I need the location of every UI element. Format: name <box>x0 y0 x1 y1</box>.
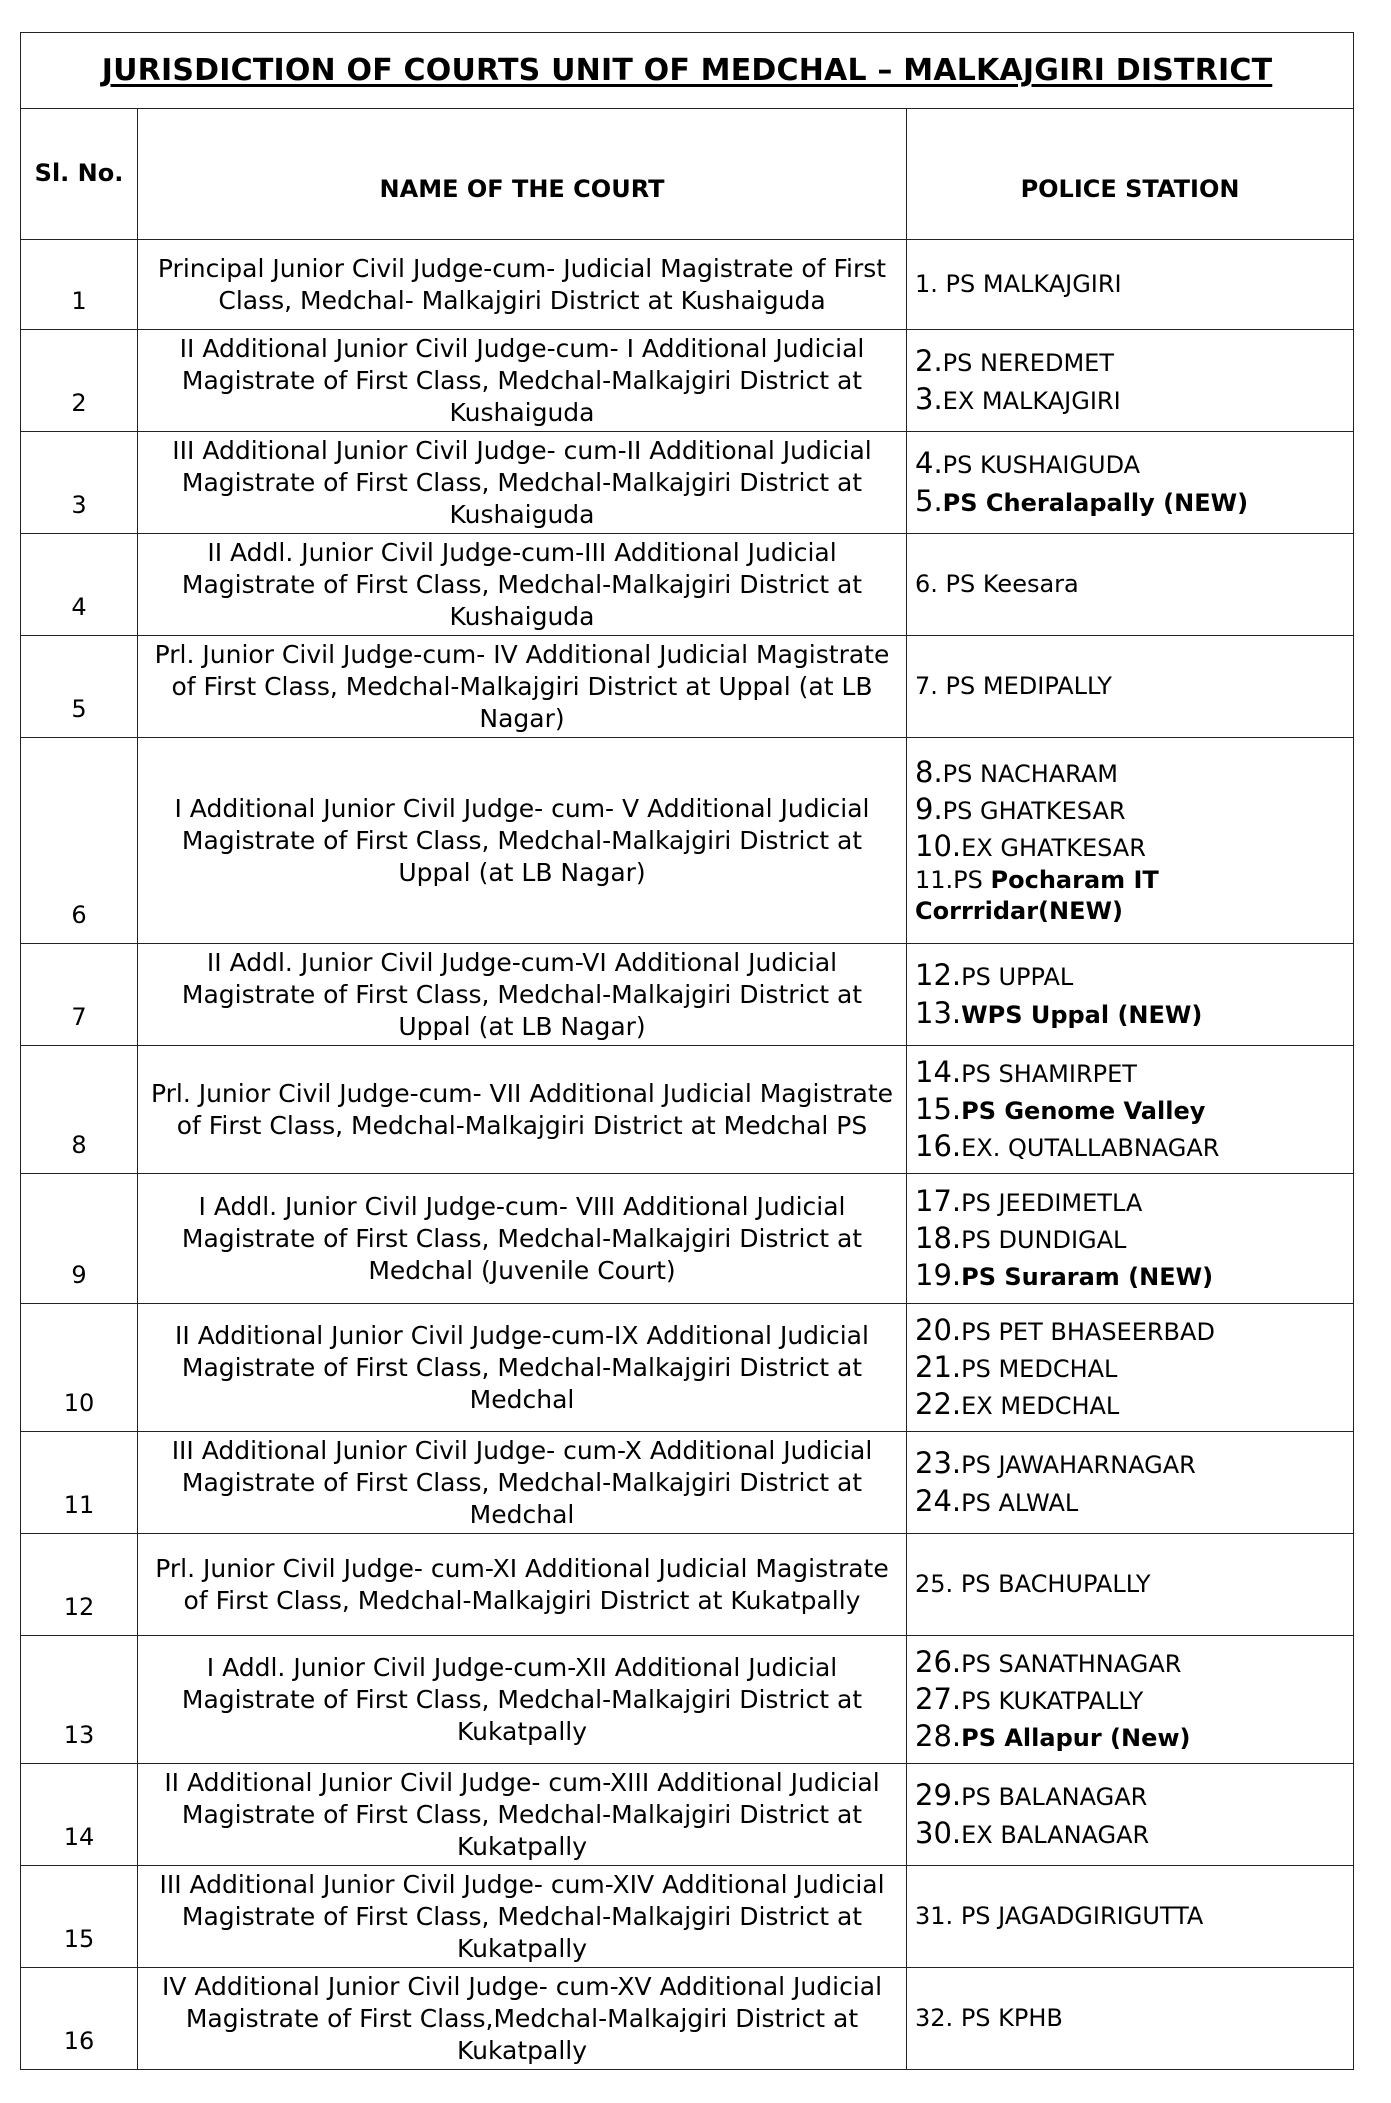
police-station-name: PS SHAMIRPET <box>961 1059 1137 1088</box>
row-court-name: II Additional Junior Civil Judge-cum-IX Additional Judicial Magistrate of First Class, Medchal-Malkajgiri District at Medchal <box>138 1304 907 1432</box>
police-station-name: PS JEEDIMETLA <box>961 1188 1143 1217</box>
table-row <box>21 432 1354 534</box>
row-sl-no: 3 <box>21 432 138 534</box>
police-station-number: 25. <box>915 1570 954 1599</box>
police-station-number: 16. <box>915 1129 962 1164</box>
row-sl-no: 10 <box>21 1304 138 1432</box>
title-cell <box>21 33 1354 109</box>
table-row <box>21 240 1354 330</box>
police-station-name: PS SANATHNAGAR <box>961 1649 1182 1678</box>
table-row <box>21 534 1354 636</box>
row-court-name: II Additional Junior Civil Judge- cum-XIII Additional Judicial Magistrate of First Class, Medchal-Malkajgiri District at Kukatpally <box>138 1764 907 1866</box>
row-court-name: II Addl. Junior Civil Judge-cum-VI Additional Judicial Magistrate of First Class, Medchal-Malkajgiri District at Uppal (at LB Nagar) <box>138 944 907 1046</box>
header-court: NAME OF THE COURT <box>138 109 907 240</box>
table-row <box>21 1304 1354 1432</box>
police-station-name: Pocharam IT Corrridar(NEW) <box>915 866 1159 926</box>
row-court-name: Prl. Junior Civil Judge- cum-XI Additional Judicial Magistrate of First Class, Medchal-Malkajgiri District at Kukatpally <box>138 1534 907 1636</box>
table-row <box>21 1764 1354 1866</box>
row-court-name: III Additional Junior Civil Judge- cum-II Additional Judicial Magistrate of First Class, Medchal-Malkajgiri District at Kushaiguda <box>138 432 907 534</box>
title-row <box>21 33 1354 109</box>
row-sl-no: 16 <box>21 1968 138 2070</box>
table-row <box>21 944 1354 1046</box>
police-station-name: PS MEDIPALLY <box>945 672 1112 701</box>
row-police-stations <box>907 1304 1354 1432</box>
police-station-number: 24. <box>915 1483 962 1518</box>
table-row <box>21 636 1354 738</box>
police-station-name: EX MEDCHAL <box>961 1392 1120 1421</box>
police-station-number: 23. <box>915 1446 962 1481</box>
police-station-number: 3. <box>915 381 943 416</box>
police-station-number: 21. <box>915 1349 962 1384</box>
police-station-item <box>915 1091 1345 1128</box>
police-station-name: PS Genome Valley <box>961 1096 1206 1125</box>
police-station-item <box>915 1777 1345 1814</box>
police-station-item <box>915 269 1345 300</box>
police-station-number: 7. <box>915 672 938 701</box>
police-station-name: PS JAGADGIRIGUTTA <box>960 1902 1204 1931</box>
police-station-number: 30. <box>915 1815 962 1850</box>
police-station-number: 29. <box>915 1778 962 1813</box>
police-station-item <box>915 1220 1345 1257</box>
row-police-stations <box>907 1432 1354 1534</box>
police-station-item <box>915 483 1345 520</box>
police-station-item <box>915 569 1345 600</box>
police-station-number: 6. <box>915 570 938 599</box>
police-station-item <box>915 1901 1345 1932</box>
row-police-stations <box>907 1636 1354 1764</box>
police-station-item <box>915 1815 1345 1852</box>
police-station-number: 9. <box>915 792 943 827</box>
police-station-number: 20. <box>915 1312 962 1347</box>
police-station-number: 4. <box>915 446 943 481</box>
police-station-item <box>915 1445 1345 1482</box>
row-police-stations <box>907 1534 1354 1636</box>
row-police-stations <box>907 330 1354 432</box>
row-court-name: II Addl. Junior Civil Judge-cum-III Additional Judicial Magistrate of First Class, Medchal-Malkajgiri District at Kushaiguda <box>138 534 907 636</box>
table-row <box>21 738 1354 944</box>
police-station-name: PS UPPAL <box>961 963 1074 992</box>
police-station-name: EX BALANAGAR <box>961 1820 1150 1849</box>
police-station-number: 10. <box>915 829 962 864</box>
police-station-item <box>915 1569 1345 1600</box>
police-station-name: PS BALANAGAR <box>961 1783 1148 1812</box>
police-station-name: PS BACHUPALLY <box>960 1570 1151 1599</box>
row-police-stations <box>907 1968 1354 2070</box>
police-station-name: EX. QUTALLABNAGAR <box>961 1134 1220 1163</box>
police-station-number: 15. <box>915 1091 962 1126</box>
row-sl-no: 2 <box>21 330 138 432</box>
table-row <box>21 1636 1354 1764</box>
row-sl-no: 7 <box>21 944 138 1046</box>
police-station-name: PS MEDCHAL <box>961 1354 1118 1383</box>
police-station-name: WPS Uppal (NEW) <box>961 1000 1203 1029</box>
table-body <box>21 33 1354 2070</box>
table-row <box>21 1534 1354 1636</box>
police-station-number: 31. <box>915 1902 954 1931</box>
row-sl-no: 8 <box>21 1046 138 1174</box>
row-police-stations <box>907 636 1354 738</box>
police-station-item <box>915 1718 1345 1755</box>
table-row <box>21 1174 1354 1304</box>
police-station-name: PS Allapur (New) <box>961 1724 1191 1753</box>
row-sl-no: 1 <box>21 240 138 330</box>
police-station-number: 18. <box>915 1220 962 1255</box>
police-station-item <box>915 1054 1345 1091</box>
police-station-number: 8. <box>915 755 943 790</box>
table-row <box>21 1432 1354 1534</box>
police-station-number: 19. <box>915 1258 962 1293</box>
header-sl-no: Sl. No. <box>21 109 138 240</box>
police-station-item <box>915 2003 1345 2034</box>
row-police-stations <box>907 944 1354 1046</box>
police-station-name: PS KUKATPALLY <box>961 1686 1144 1715</box>
header-police-station: POLICE STATION <box>907 109 1354 240</box>
row-police-stations <box>907 1866 1354 1968</box>
police-station-item <box>915 791 1345 828</box>
row-sl-no: 11 <box>21 1432 138 1534</box>
row-police-stations <box>907 432 1354 534</box>
police-station-number: 27. <box>915 1681 962 1716</box>
page-title: JURISDICTION OF COURTS UNIT OF MEDCHAL – MALKAJGIRI DISTRICT <box>101 53 1273 88</box>
police-station-number: 14. <box>915 1054 962 1089</box>
row-court-name: III Additional Junior Civil Judge- cum-XIV Additional Judicial Magistrate of First Class, Medchal-Malkajgiri District at Kukatpally <box>138 1866 907 1968</box>
police-station-number: 26. <box>915 1644 962 1679</box>
row-court-name: Principal Junior Civil Judge-cum- Judicial Magistrate of First Class, Medchal- Malkajgiri District at Kushaiguda <box>138 240 907 330</box>
police-station-name: PS Keesara <box>945 570 1079 599</box>
row-court-name: II Additional Junior Civil Judge-cum- I Additional Judicial Magistrate of First Class, Medchal-Malkajgiri District at Kushaiguda <box>138 330 907 432</box>
police-station-item <box>915 1128 1345 1165</box>
row-police-stations <box>907 1764 1354 1866</box>
police-station-number: 1. <box>915 270 938 299</box>
row-court-name: Prl. Junior Civil Judge-cum- IV Additional Judicial Magistrate of First Class, Medchal-Malkajgiri District at Uppal (at LB Nagar) <box>138 636 907 738</box>
police-station-number: 32. <box>915 2004 954 2033</box>
police-station-item <box>915 1644 1345 1681</box>
police-station-item <box>915 1386 1345 1423</box>
police-station-item <box>915 865 1345 926</box>
police-station-number: 2. <box>915 344 943 379</box>
police-station-name: PS DUNDIGAL <box>961 1225 1127 1254</box>
police-station-item <box>915 381 1345 418</box>
row-court-name: III Additional Junior Civil Judge- cum-X Additional Judicial Magistrate of First Class, Medchal-Malkajgiri District at Medchal <box>138 1432 907 1534</box>
row-police-stations <box>907 1046 1354 1174</box>
police-station-item <box>915 445 1345 482</box>
police-station-item <box>915 828 1345 865</box>
police-station-item <box>915 995 1345 1032</box>
police-station-name: PS NACHARAM <box>942 760 1119 789</box>
row-court-name: IV Additional Junior Civil Judge- cum-XV Additional Judicial Magistrate of First Class,Medchal-Malkajgiri District at Kukatpally <box>138 1968 907 2070</box>
row-sl-no: 14 <box>21 1764 138 1866</box>
police-station-item <box>915 343 1345 380</box>
police-station-name: PS KUSHAIGUDA <box>942 451 1141 480</box>
row-police-stations <box>907 534 1354 636</box>
row-sl-no: 15 <box>21 1866 138 1968</box>
table-row <box>21 1866 1354 1968</box>
police-station-name: PS KPHB <box>960 2004 1063 2033</box>
row-sl-no: 13 <box>21 1636 138 1764</box>
police-station-item <box>915 1349 1345 1386</box>
police-station-number: 22. <box>915 1387 962 1422</box>
police-station-number: 5. <box>915 483 943 518</box>
police-station-number: 17. <box>915 1183 962 1218</box>
table-row <box>21 1046 1354 1174</box>
row-court-name: I Addl. Junior Civil Judge-cum-XII Additional Judicial Magistrate of First Class, Medchal-Malkajgiri District at Kukatpally <box>138 1636 907 1764</box>
police-station-name: EX GHATKESAR <box>961 834 1146 863</box>
row-court-name: Prl. Junior Civil Judge-cum- VII Additional Judicial Magistrate of First Class, Medchal-Malkajgiri District at Medchal PS <box>138 1046 907 1174</box>
police-station-number: 12. <box>915 958 962 993</box>
police-station-name: PS MALKAJGIRI <box>945 270 1122 299</box>
jurisdiction-table <box>20 32 1354 2070</box>
row-sl-no: 12 <box>21 1534 138 1636</box>
police-station-item <box>915 1183 1345 1220</box>
table-row <box>21 1968 1354 2070</box>
row-court-name: I Addl. Junior Civil Judge-cum- VIII Additional Judicial Magistrate of First Class, Medchal-Malkajgiri District at Medchal (Juvenile Court) <box>138 1174 907 1304</box>
police-station-item <box>915 671 1345 702</box>
table-row <box>21 330 1354 432</box>
row-sl-no: 5 <box>21 636 138 738</box>
police-station-name: PS Suraram (NEW) <box>961 1263 1214 1292</box>
police-station-name: PS Cheralapally (NEW) <box>942 488 1249 517</box>
police-station-number: 11.PS <box>915 866 983 895</box>
police-station-name: PS JAWAHARNAGAR <box>961 1451 1196 1480</box>
police-station-item <box>915 754 1345 791</box>
police-station-name: PS ALWAL <box>961 1488 1079 1517</box>
police-station-item <box>915 1483 1345 1520</box>
police-station-item <box>915 1257 1345 1294</box>
row-sl-no: 9 <box>21 1174 138 1304</box>
row-police-stations <box>907 1174 1354 1304</box>
police-station-number: 28. <box>915 1719 962 1754</box>
row-police-stations <box>907 738 1354 944</box>
police-station-name: PS GHATKESAR <box>942 797 1126 826</box>
police-station-item <box>915 1681 1345 1718</box>
police-station-name: PS NEREDMET <box>942 349 1114 378</box>
row-sl-no: 6 <box>21 738 138 944</box>
row-court-name: I Additional Junior Civil Judge- cum- V Additional Judicial Magistrate of First Class, Medchal-Malkajgiri District at Uppal (at LB Nagar) <box>138 738 907 944</box>
police-station-number: 13. <box>915 995 962 1030</box>
police-station-item <box>915 1312 1345 1349</box>
police-station-item <box>915 957 1345 994</box>
row-police-stations <box>907 240 1354 330</box>
police-station-name: PS PET BHASEERBAD <box>961 1317 1215 1346</box>
row-sl-no: 4 <box>21 534 138 636</box>
police-station-name: EX MALKAJGIRI <box>942 386 1121 415</box>
header-row <box>21 109 1354 240</box>
